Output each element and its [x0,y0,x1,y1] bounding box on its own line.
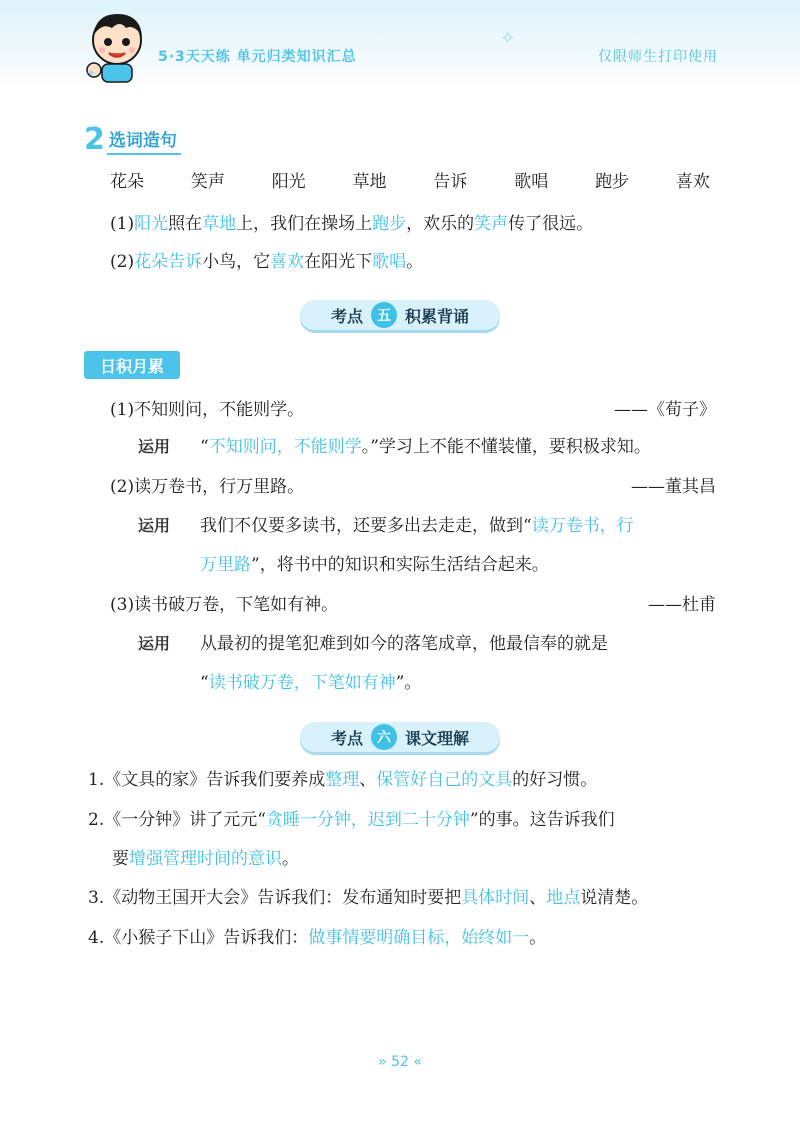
topic-badge: 考点 五 积累背诵 [300,300,500,330]
word: 笑声 [190,172,225,192]
word: 跑步 [595,172,630,192]
understanding-item: 2.《一分钟》讲了元元“贪睡一分钟，迟到二十分钟”的事。这告诉我们 [88,810,615,830]
quote-line: (3)读书破万卷，下笔如有神。 [110,595,339,615]
example-sentence: (2)花朵告诉小鸟，它喜欢在阳光下歌唱。 [110,252,424,272]
understanding-item-continued: 要增强管理时间的意识。 [112,849,299,869]
understanding-item: 4.《小猴子下山》告诉我们：做事情要明确目标，始终如一。 [88,928,547,948]
double-arrow-right-icon: » [378,1054,387,1070]
apply-text: 我们不仅要多读书，还要多出去走走，做到“读万卷书，行 [200,516,634,536]
word: 阳光 [271,172,306,192]
apply-text: 从最初的提笔犯难到如今的落笔成章，他最信奉的就是 [200,634,608,654]
word-list [110,170,710,194]
section-heading [84,122,181,157]
word: 歌唱 [514,172,549,192]
page-number: » 52 « [378,1054,422,1070]
double-arrow-left-icon: « [413,1054,422,1070]
example-sentence: (1)阳光照在草地上，我们在操场上跑步，欢乐的笑声传了很远。 [110,214,594,234]
apply-text: 万里路”，将书中的知识和实际生活结合起来。 [200,555,549,575]
understanding-item: 3.《动物王国开大会》告诉我们：发布通知时要把具体时间、地点说清楚。 [88,888,649,908]
apply-text: “读书破万卷，下笔如有神”。 [200,673,422,693]
star-icon: ✧ [500,28,516,49]
quote-source: ——董其昌 [631,477,716,497]
word: 喜欢 [675,172,710,192]
quote-line: (1)不知则问，不能则学。 [110,400,305,420]
topic-badge: 考点 六 课文理解 [300,722,500,752]
word: 告诉 [433,172,468,192]
section-number: 2 [84,122,105,157]
quote-line: (2)读万卷书，行万里路。 [110,477,305,497]
header-title: 5·3天天练 单元归类知识汇总 [158,49,357,65]
apply-text: “不知则问，不能则学。”学习上不能不懂装懂，要积极求知。 [200,437,651,457]
word: 花朵 [110,172,144,192]
section-title: 选词造句 [107,126,181,155]
apply-label: 运用 [138,516,171,535]
star-icon: ✦ [86,66,97,80]
apply-label: 运用 [138,634,171,653]
header-note: 仅限师生打印使用 [598,49,718,65]
apply-label: 运用 [138,437,171,456]
subsection-tab: 日积月累 [84,351,180,379]
topic-number: 五 [371,302,397,328]
understanding-item: 1.《文具的家》告诉我们要养成整理、保管好自己的文具的好习惯。 [88,770,598,790]
word: 草地 [352,172,387,192]
topic-number: 六 [371,724,397,750]
quote-source: ——杜甫 [648,595,716,615]
quote-source: ——《荀子》 [614,400,716,420]
